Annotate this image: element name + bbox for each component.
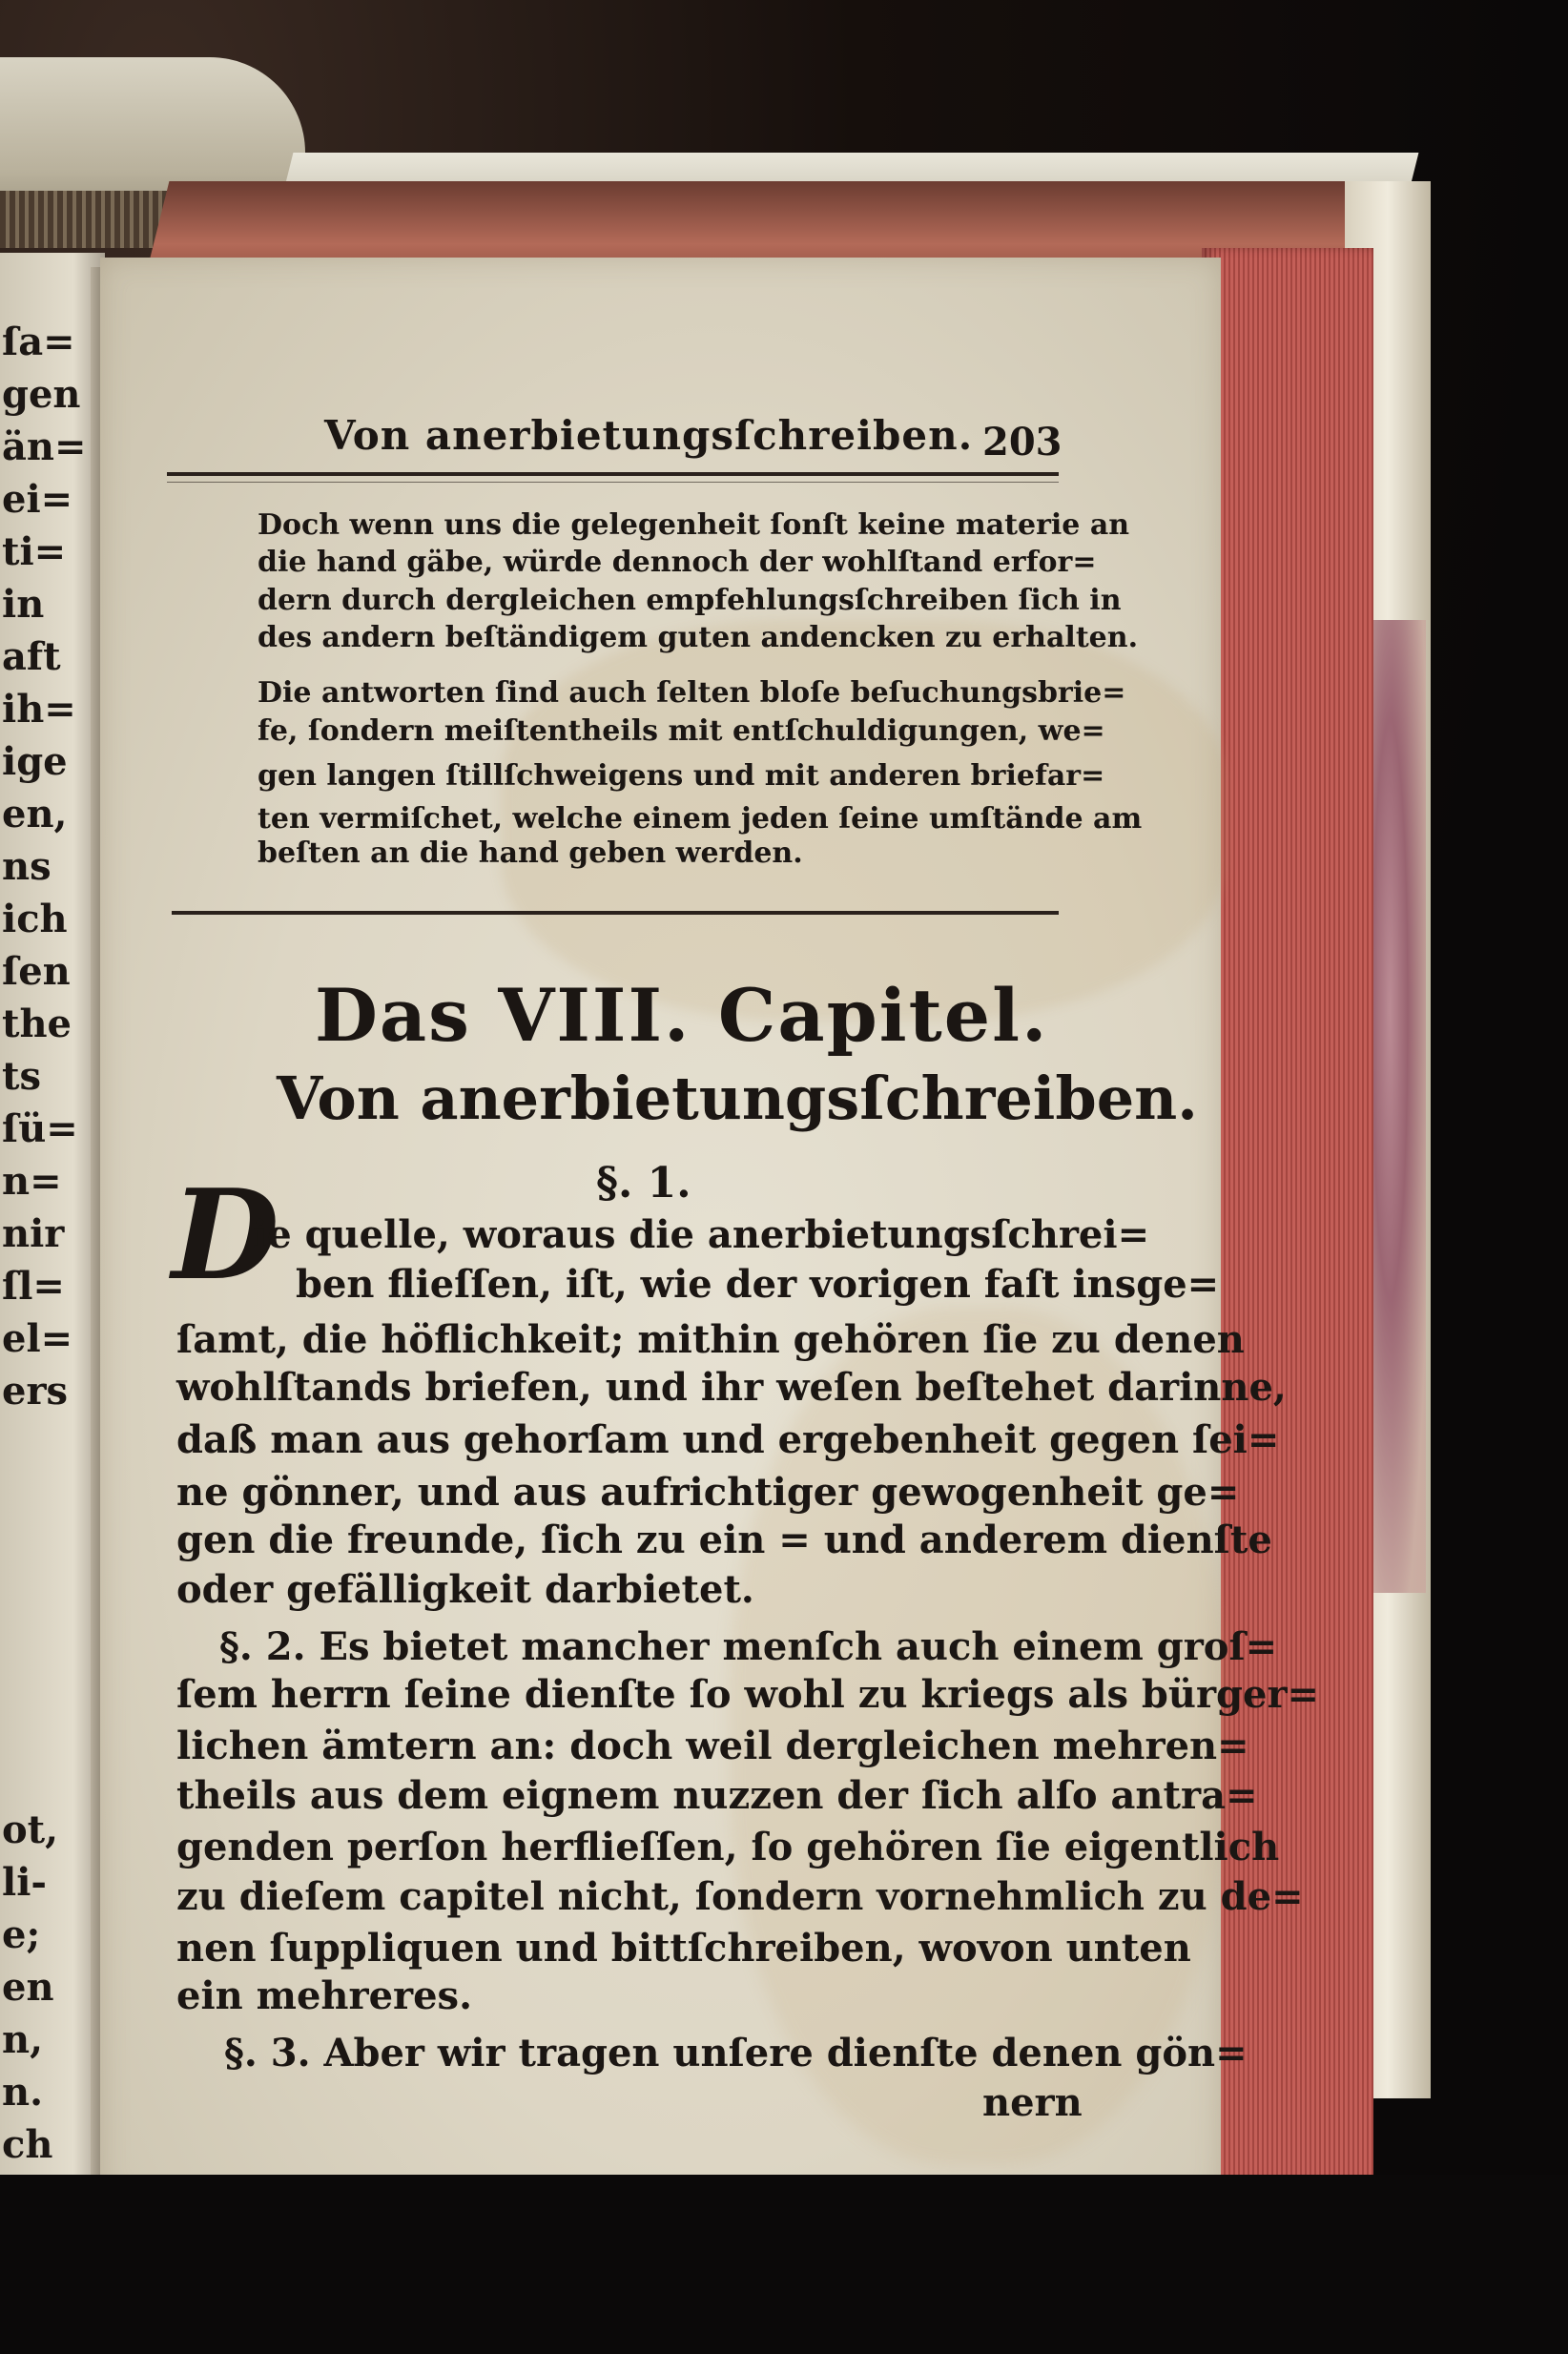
text-line: lichen ämtern an: doch weil dergleichen mehren= — [176, 1724, 1249, 1768]
left-page-fragment: n= — [2, 1159, 62, 1204]
left-page-fragment: ts — [2, 1054, 41, 1099]
text-line: wohlſtands briefen, und ihr weſen beſtehet darinne, — [176, 1365, 1287, 1410]
text-line: ben flieſſen, iſt, wie der vorigen faſt insge= — [296, 1262, 1220, 1307]
text-line: ne gönner, und aus aufrichtiger gewogenheit ge= — [176, 1470, 1240, 1515]
left-page-fragment: ei= — [2, 477, 73, 522]
left-page-fragment: gen — [2, 372, 81, 417]
left-page-fragment: än= — [2, 424, 87, 469]
left-page-fragment: ti= — [2, 529, 67, 574]
left-page-fragment: the — [2, 1001, 72, 1046]
left-page-fragment: ſen — [2, 949, 71, 994]
chapter-subtitle: Von anerbietungsſchreiben. — [277, 1063, 1198, 1133]
left-page-fragment: ige — [2, 739, 68, 784]
text-line: §. 2. Es bietet mancher menſch auch einem groſ= — [219, 1624, 1278, 1669]
left-page-fragment: li- — [2, 1860, 47, 1905]
left-page-fragment: ſü= — [2, 1106, 78, 1151]
left-page-fragment: n, — [2, 2017, 44, 2062]
drop-cap: D — [172, 1162, 279, 1308]
bottom-shadow — [0, 2175, 1568, 2354]
left-page-fragment: aft — [2, 634, 61, 679]
left-page-fragment: ih= — [2, 687, 76, 732]
section-mark: §. 1. — [596, 1159, 691, 1208]
text-line: oder gefälligkeit darbietet. — [176, 1567, 754, 1612]
text-line: ſamt, die höflichkeit; mithin gehören ſie zu denen — [176, 1317, 1245, 1362]
text-line: §. 3. Aber wir tragen unſere dienſte denen gön= — [224, 2031, 1248, 2075]
left-page-fragment: el= — [2, 1316, 73, 1361]
header-rule — [167, 472, 1059, 476]
text-line: dern durch dergleichen empfehlungsſchreiben ſich in — [258, 584, 1122, 617]
catchword: nern — [982, 2080, 1083, 2125]
chapter-title: Das VIII. Capitel. — [315, 973, 1049, 1058]
left-page-fragment: ot, — [2, 1807, 59, 1852]
text-line: ſem herrn ſeine dienſte ſo wohl zu kriegs als bürger= — [176, 1672, 1320, 1717]
left-page-fragment: ns — [2, 844, 52, 889]
text-line: gen die freunde, ſich zu ein = und anderem dienſte — [176, 1518, 1272, 1562]
running-head: Von anerbietungsſchreiben. — [324, 412, 974, 459]
section-rule — [172, 911, 1059, 915]
left-page-fragment: ſl= — [2, 1264, 65, 1309]
text-line: des andern beſtändigem guten andencken zu erhalten. — [258, 621, 1139, 654]
left-page-fragment: en, — [2, 792, 68, 836]
text-line: genden perſon herflieſſen, ſo gehören ſie eigentlich — [176, 1825, 1280, 1869]
left-page-fragment: in — [2, 582, 45, 627]
left-page-fragment: ſa= — [2, 320, 75, 364]
text-line: daß man aus gehorſam und ergebenheit gegen ſei= — [176, 1417, 1280, 1462]
text-line: Die antworten ſind auch ſelten bloſe beſuchungsbrie= — [258, 676, 1126, 710]
left-page-fragment: e; — [2, 1912, 41, 1957]
text-line: Doch wenn uns die gelegenheit ſonſt keine materie an — [258, 508, 1130, 542]
text-line: zu dieſem capitel nicht, ſondern vornehmlich zu de= — [176, 1874, 1304, 1919]
header-rule-thin — [167, 482, 1059, 483]
left-page — [0, 253, 105, 2203]
left-page-fragment: ers — [2, 1369, 69, 1414]
text-line: nen ſuppliquen und bittſchreiben, wovon unten — [176, 1926, 1191, 1971]
text-line: theils aus dem eignem nuzzen der ſich alſo antra= — [176, 1773, 1258, 1818]
page-number: 203 — [982, 420, 1063, 465]
text-line: gen langen ſtillſchweigens und mit anderen briefar= — [258, 759, 1105, 793]
text-line: ie quelle, woraus die anerbietungsſchrei= — [253, 1212, 1150, 1257]
left-page-fragment: nir — [2, 1211, 65, 1256]
text-line: ein mehreres. — [176, 1973, 472, 2018]
text-line: beſten an die hand geben werden. — [258, 836, 803, 870]
left-page-fragment: n. — [2, 2070, 44, 2115]
text-line: ten vermiſchet, welche einem jeden ſeine umſtände am — [258, 802, 1143, 836]
left-page-fragment: ich — [2, 897, 68, 941]
left-page-fragment: en — [2, 1965, 54, 2010]
text-line: fe, ſondern meiſtentheils mit entſchuldigungen, we= — [258, 714, 1105, 748]
left-page-fragment: ch — [2, 2122, 53, 2167]
text-line: die hand gäbe, würde dennoch der wohlſtand erfor= — [258, 546, 1097, 579]
